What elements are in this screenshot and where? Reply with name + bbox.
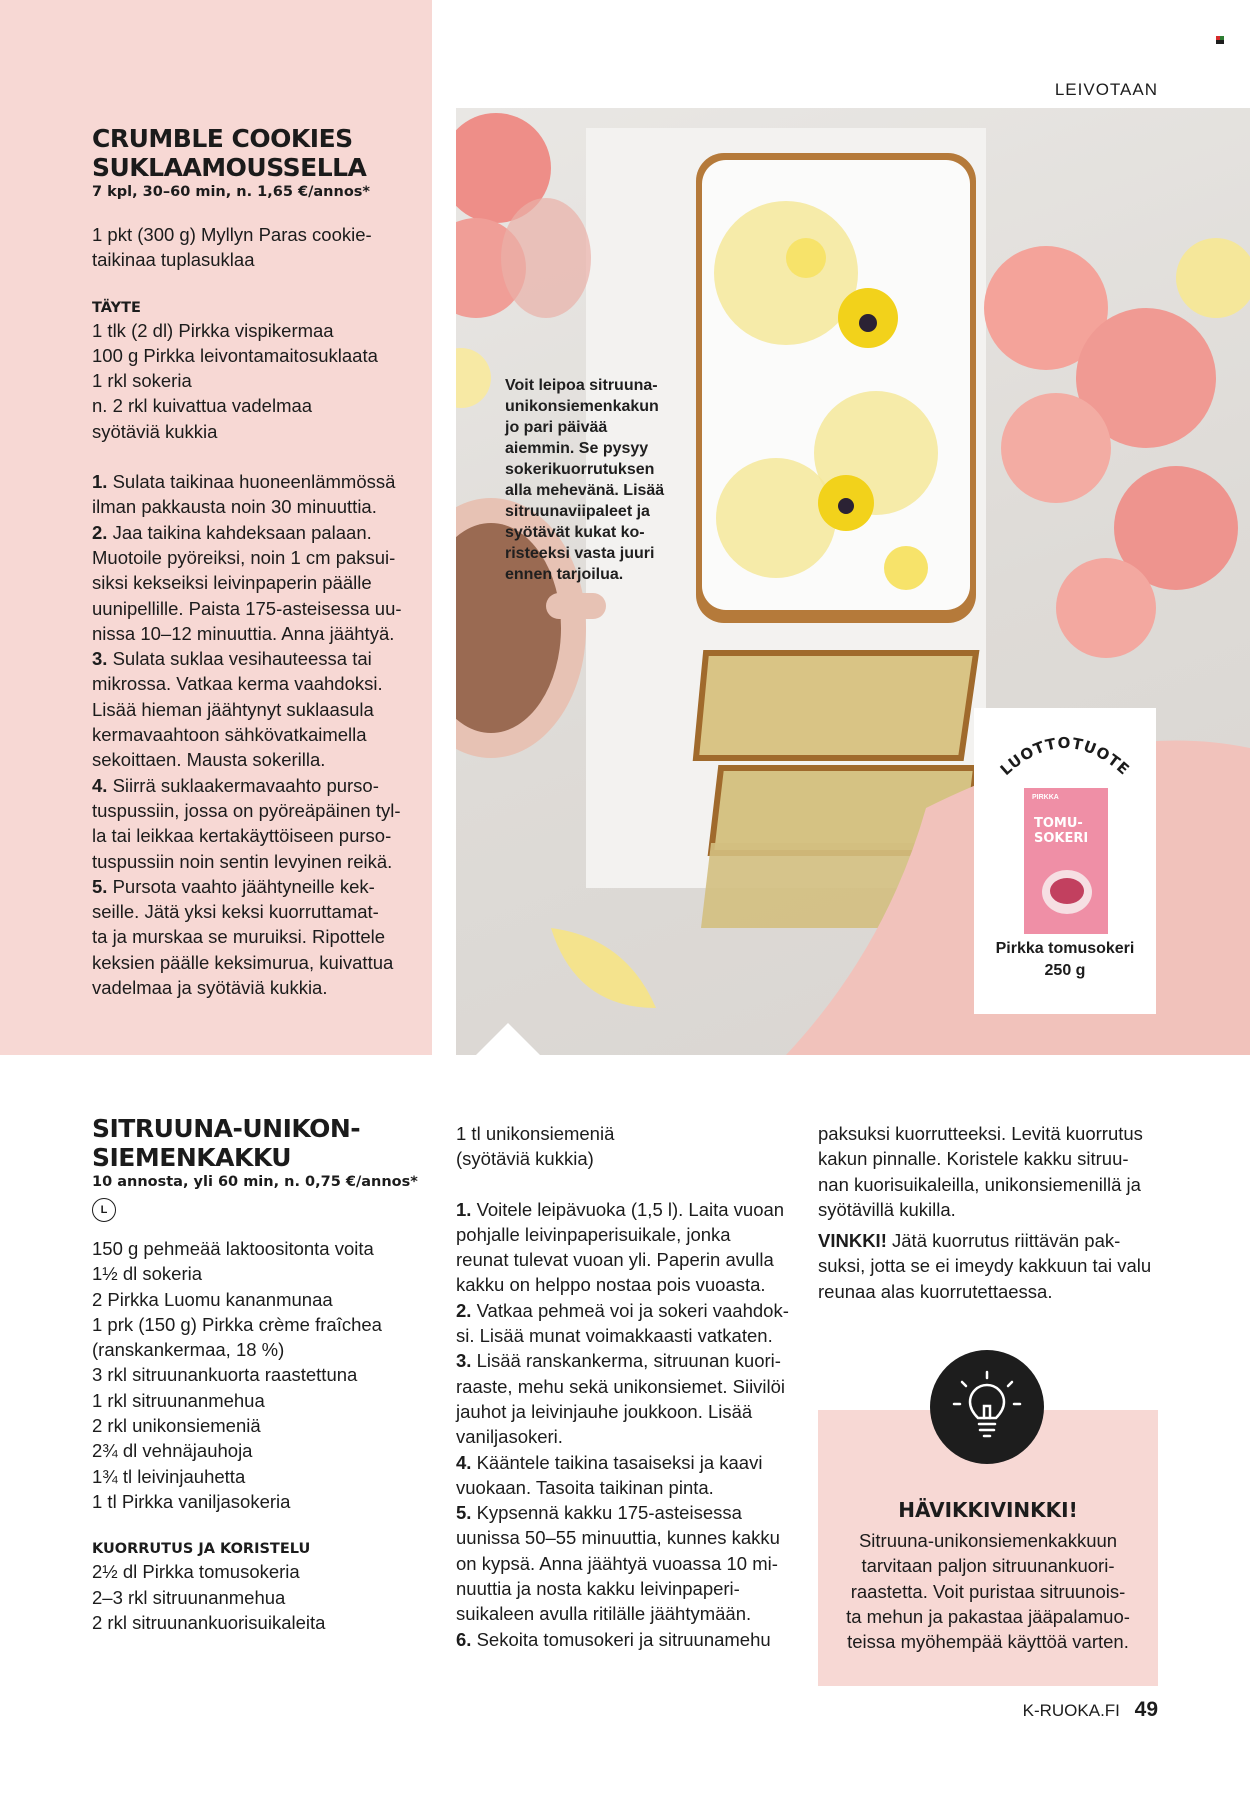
recipe2-step: 3. Lisää ranskankerma, sitruunan kuori- [456, 1350, 781, 1372]
waste-tip-text: Sitruuna-unikonsiemenkakkuun tarvitaan paljon sitruunankuori- raastetta. Voit puristaa sitruunois- ta mehun ja pakastaa jääpalamuo- teissa myöhempää käyttöä varten. [846, 1530, 1130, 1653]
recipe1-title: CRUMBLE COOKIES SUKLAAMOUSSELLA [92, 124, 367, 182]
recipe1-step: 4. Siirrä suklaakermavaahto purso- [92, 774, 379, 796]
recipe2-meta: 10 annosta, yli 60 min, n. 0,75 €/annos* [92, 1174, 418, 1190]
vinkki-tip: VINKKI! Jätä kuorrutus riittävän pak- [818, 1230, 1121, 1252]
svg-text:LUOTTOTUOTE: LUOTTOTUOTE [996, 733, 1134, 779]
waste-tip-heading: HÄVIKKIVINKKI! [898, 1498, 1078, 1522]
lactose-free-icon: L [92, 1198, 116, 1222]
recipe2-steps: 1. Voitele leipävuoka (1,5 l). Laita vuoan pohjalle leivinpaperisuikale, jonka reunat tulevat vuoan yli. Paperin avulla kakku on helppo nostaa pois vuoasta. 2. Vatkaa pehmeä voi ja sokeri vaahdok- si. Lisää munat voimakkaasti vatkaten. 3. Lisää ranskankerma, sitruunan kuori- raaste, mehu sekä unikonsiemet. Siivilöi jauhot ja leivinjauhe joukkoon. Lisää vaniljasokeri. 4. Kääntele taikina tasaiseksi ja kaavi vuokaan. Tasoita taikinan pinta. 5. Kypsennä kakku 175-asteisessa uunissa 50–55 minuuttia, kunnes kakku on kypsä. Anna jäähtyä vuoassa 10 mi- nuuttia ja nosta kakku leivinpaperi- suikaleen avulla ritilälle jäähtymään. 6. Sekoita tomusokeri ja sitruunamehu [456, 1197, 801, 1652]
filling-heading: TÄYTE [92, 299, 141, 316]
recipe2 [92, 1114, 422, 1635]
photo-caption: Voit leipoa sitruuna- unikonsiemenkakun jo pari päivää aiemmin. Se pysyy sokerikuorrutuksen alla mehevänä. Lisää sitruunaviipaleet ja syötävät kukat ko- risteeksi vasta juuri ennen tarjoilua. [505, 377, 665, 583]
product-size: 250 g [1044, 962, 1086, 979]
recipe2-title: SITRUUNA-UNIKON- SIEMENKAKKU [92, 1114, 361, 1172]
recipe2-step: 2. Vatkaa pehmeä voi ja sokeri vaahdok- [456, 1299, 789, 1321]
product-name: Pirkka tomusokeri [995, 940, 1135, 957]
recipe1-body: 1 pkt (300 g) Myllyn Paras cookie- taikinaa tuplasuklaa TÄYTE 1 tlk (2 dl) Pirkka vispikermaa 100 g Pirkka leivontamaitosuklaata 1 rkl sokeria n. 2 rkl kuivattua vadelmaa syötäviä kukkia 1. Sulata taikinaa huoneenlämmössä ilman pakkausta noin 30 minuuttia. 2. Jaa taikina kahdeksaan palaan. Muotoile pyöreiksi, noin 1 cm paksui- siksi kekseiksi leivinpaperin päälle uunipellille. Paista 175-asteisessa uu- nissa 10–12 minuuttia. Anna jäähtyä. 3. Sulata suklaa vesihauteessa tai mikrossa. Vatkaa kerma vaahdoksi. Lisää hieman jäähtynyt suklaasula kermavaahtoon sähkövatkaimella sekoittaen. Mausta sokerilla. 4. Siirrä suklaakermavaahto purso- tuspussiin, jossa on pyöreäpäinen tyl- la tai leikkaa kertakäyttöiseen purso- tuspussiin noin sentin levyinen reikä. 5. Pursota vaahto jäähtyneille kek- seille. Jätä yksi keksi kuorruttamat- ta ja murskaa se muruiksi. Ripottele keksien päälle keksimurua, kuivattua vadelmaa ja syötäviä kukkia. [92, 222, 422, 1000]
recipe1-steps: 1. Sulata taikinaa huoneenlämmössä ilman pakkausta noin 30 minuuttia. 2. Jaa taikina kahdeksaan palaan. Muotoile pyöreiksi, noin 1 cm paksui- siksi kekseiksi leivinpaperin päälle uunipellille. Paista 175-asteisessa uu- nissa 10–12 minuuttia. Anna jäähtyä. 3. Sulata suklaa vesihauteessa tai mikrossa. Vatkaa kerma vaahdoksi. Lisää hieman jäähtynyt suklaasula kermavaahtoon sähkövatkaimella sekoittaen. Mausta sokerilla. 4. Siirrä suklaakermavaahto purso- tuspussiin, jossa on pyöreäpäinen tyl- la tai leikkaa kertakäyttöiseen purso- tuspussiin noin sentin levyinen reikä. 5. Pursota vaahto jäähtyneille kek- seille. Jätä yksi keksi kuorruttamat- ta ja murskaa se muruiksi. Ripottele keksien päälle keksimurua, kuivattua vadelmaa ja syötäviä kukkia. [92, 469, 422, 1000]
recipe1-meta: 7 kpl, 30–60 min, n. 1,65 €/annos* [92, 184, 370, 200]
lightbulb-icon [930, 1350, 1044, 1464]
recipe2-step: 1. Voitele leipävuoka (1,5 l). Laita vuoan [456, 1198, 785, 1220]
product-badge [974, 708, 1156, 1014]
logo-mark [1216, 36, 1224, 44]
recipe2-column2: 1 tl unikonsiemeniä (syötäviä kukkia) 1. Voitele leipävuoka (1,5 l). Laita vuoan pohjalle leivinpaperisuikale, jonka reunat tulevat vuoan yli. Paperin avulla kakku on helppo nostaa pois vuoasta. 2. Vatkaa pehmeä voi ja sokeri vaahdok- si. Lisää munat voimakkaasti vatkaten. 3. Lisää ranskankerma, sitruunan kuori- raaste, mehu sekä unikonsiemet. Siivilöi jauhot ja leivinjauhe joukkoon. Lisää vaniljasokeri. 4. Kääntele taikina tasaiseksi ja kaavi vuokaan. Tasoita taikinan pinta. 5. Kypsennä kakku 175-asteisessa uunissa 50–55 minuuttia, kunnes kakku on kypsä. Anna jäähtyä vuoassa 10 mi- nuuttia ja nosta kakku leivinpaperi- suikaleen avulla ritilälle jäähtymään. 6. Sekoita tomusokeri ja sitruunamehu [456, 1121, 801, 1652]
recipe1-step: 3. Sulata suklaa vesihauteessa tai [92, 648, 372, 670]
section-label: LEIVOTAAN [1054, 80, 1158, 99]
page-number: 49 [1134, 1698, 1158, 1721]
product-pack: PIRKKA TOMU- SOKERI [1024, 788, 1108, 934]
badge-arc-text [974, 708, 1156, 798]
footer [1023, 1698, 1158, 1722]
recipe2-ingredients: 150 g pehmeää laktoositonta voita 1½ dl sokeria 2 Pirkka Luomu kananmunaa 1 prk (150 g) Pirkka crème fraîchea (ranskankermaa, 18 %) 3 rkl sitruunankuorta raastettuna 1 rkl sitruunanmehua 2 rkl unikonsiemeniä 2¾ dl vehnäjauhoja 1¾ tl leivinjauhetta 1 tl Pirkka vaniljasokeria KUORRUTUS JA KORISTELU 2½ dl Pirkka tomusokeria 2–3 rkl sitruunanmehua 2 rkl sitruunankuorisuikaleita [92, 1236, 422, 1635]
recipe2-step: 6. Sekoita tomusokeri ja sitruunamehu [456, 1628, 771, 1650]
recipe1 [92, 124, 422, 1000]
recipe2-column3: paksuksi kuorrutteeksi. Levitä kuorrutus kakun pinnalle. Koristele kakku sitruu- nan kuorisuikaleilla, unikonsiemenillä ja syötävillä kukilla. VINKKI! Jätä kuorrutus riittävän pak- suksi, jotta se ei imeydy kakkuun tai valu reunaa alas kuorrutettaessa. [818, 1121, 1163, 1304]
recipe1-step: 5. Pursota vaahto jäähtyneille kek- [92, 875, 375, 897]
recipe1-step: 2. Jaa taikina kahdeksaan palaan. [92, 521, 372, 543]
icing-heading: KUORRUTUS JA KORISTELU [92, 1541, 311, 1558]
recipe2-step: 4. Kääntele taikina tasaiseksi ja kaavi [456, 1451, 763, 1473]
recipe1-step: 1. Sulata taikinaa huoneenlämmössä [92, 471, 396, 493]
recipe2-step: 5. Kypsennä kakku 175-asteisessa [456, 1502, 742, 1524]
footer-site: K-RUOKA.FI [1022, 1701, 1120, 1720]
